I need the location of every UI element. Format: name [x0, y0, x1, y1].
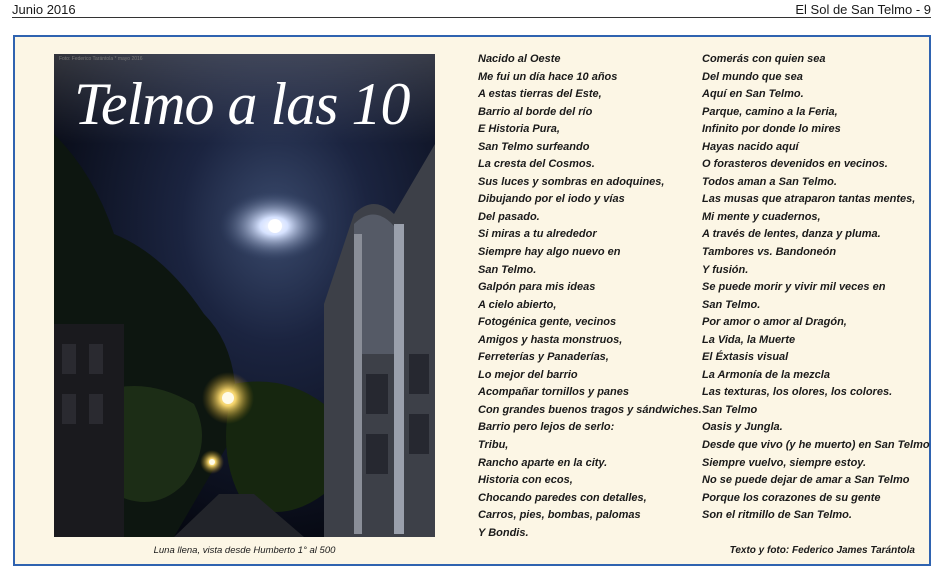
poem-line: Dibujando por el iodo y vías: [478, 193, 625, 206]
poem-line: Fotogénica gente, vecinos: [478, 316, 617, 329]
poem-line: Y fusión.: [702, 263, 749, 276]
night-street-photo: [54, 54, 435, 537]
poem-line: La Armonía de la mezcla: [702, 368, 830, 381]
poem-line: Siempre hay algo nuevo en: [478, 246, 621, 259]
poem-line: Las texturas, los olores, los colores.: [702, 386, 893, 399]
poem-line: Mi mente y cuadernos,: [702, 210, 821, 223]
poem-line: Barrio pero lejos de serlo:: [478, 421, 615, 434]
poem-line: La cresta del Cosmos.: [478, 158, 595, 171]
poem-line: Aquí en San Telmo.: [702, 88, 804, 101]
photo-credit: Foto: Federico Tarántola * mayo 2016: [59, 56, 143, 62]
poem-line: San Telmo surfeando: [478, 140, 590, 153]
poem-line: No se puede dejar de amar a San Telmo: [702, 474, 910, 487]
issue-date: Junio 2016: [12, 2, 76, 17]
poem-line: Las musas que atraparon tantas mentes,: [702, 193, 916, 206]
poem-line: Son el ritmillo de San Telmo.: [702, 509, 852, 522]
newspaper-page-label: El Sol de San Telmo - 9: [795, 2, 931, 17]
poem-line: A través de lentes, danza y pluma.: [702, 228, 881, 241]
poem-line: Barrio al borde del río: [478, 105, 593, 118]
poem-line: Del mundo que sea: [702, 70, 803, 83]
author-signature: Texto y foto: Federico James Tarántola: [729, 545, 915, 556]
poem-column-1: [478, 51, 702, 542]
poem-line: Se puede morir y vivir mil veces en: [702, 281, 886, 294]
poem-line: Galpón para mis ideas: [478, 281, 596, 294]
poem-line: Hayas nacido aquí: [702, 140, 799, 153]
poem-line: San Telmo.: [702, 298, 761, 311]
poem-line: Desde que vivo (y he muerto) en San Telmo: [702, 439, 930, 452]
poem-line: Todos aman a San Telmo.: [702, 175, 837, 188]
poem-line: Del pasado.: [478, 210, 540, 223]
poem-line: A estas tierras del Este,: [478, 88, 602, 101]
poem-line: Tribu,: [478, 439, 509, 452]
poem-line: San Telmo: [702, 403, 758, 416]
poem-line: Con grandes buenos tragos y sándwiches.: [478, 403, 702, 416]
poem-line: Parque, camino a la Feria,: [702, 105, 838, 118]
poem-line: Amigos y hasta monstruos,: [478, 333, 623, 346]
poem-line: Si miras a tu alrededor: [478, 228, 597, 241]
poem-line: Lo mejor del barrio: [478, 368, 578, 381]
poem-line: Ferreterías y Panaderías,: [478, 351, 609, 364]
poem-line: Carros, pies, bombas, palomas: [478, 509, 641, 522]
header-rule: [12, 17, 931, 18]
poem-line: Nacido al Oeste: [478, 53, 561, 65]
poem-line: Sus luces y sombras en adoquines,: [478, 175, 665, 188]
article-title: Telmo a las 10: [74, 71, 410, 137]
page-header: [0, 0, 943, 18]
poem-line: Porque los corazones de su gente: [702, 491, 881, 504]
poem-line: A cielo abierto,: [478, 298, 557, 311]
poem-line: El Éxtasis visual: [702, 351, 789, 364]
poem-line: Historia con ecos,: [478, 474, 573, 487]
poem-line: Oasis y Jungla.: [702, 421, 783, 434]
poem-line: Comerás con quien sea: [702, 53, 826, 65]
poem-line: Acompañar tornillos y panes: [478, 386, 629, 399]
poem-line: Tambores vs. Bandoneón: [702, 246, 837, 259]
photo-caption: Luna llena, vista desde Humberto 1° al 500: [153, 545, 336, 556]
poem-line: San Telmo.: [478, 263, 537, 276]
poem-column-2: [702, 51, 930, 525]
poem-line: E Historia Pura,: [478, 123, 560, 136]
poem-line: Chocando paredes con detalles,: [478, 491, 647, 504]
poem-line: Por amor o amor al Dragón,: [702, 316, 847, 329]
poem-line: Rancho aparte en la city.: [478, 456, 608, 469]
poem-line: Siempre vuelvo, siempre estoy.: [702, 456, 867, 469]
poem-line: Infinito por donde lo mires: [702, 123, 841, 136]
poem-line: Me fui un día hace 10 años: [478, 70, 618, 83]
poem-line: La Vida, la Muerte: [702, 333, 796, 346]
poem-line: O forasteros devenidos en vecinos.: [702, 158, 888, 171]
poem-line: Y Bondis.: [478, 526, 529, 539]
